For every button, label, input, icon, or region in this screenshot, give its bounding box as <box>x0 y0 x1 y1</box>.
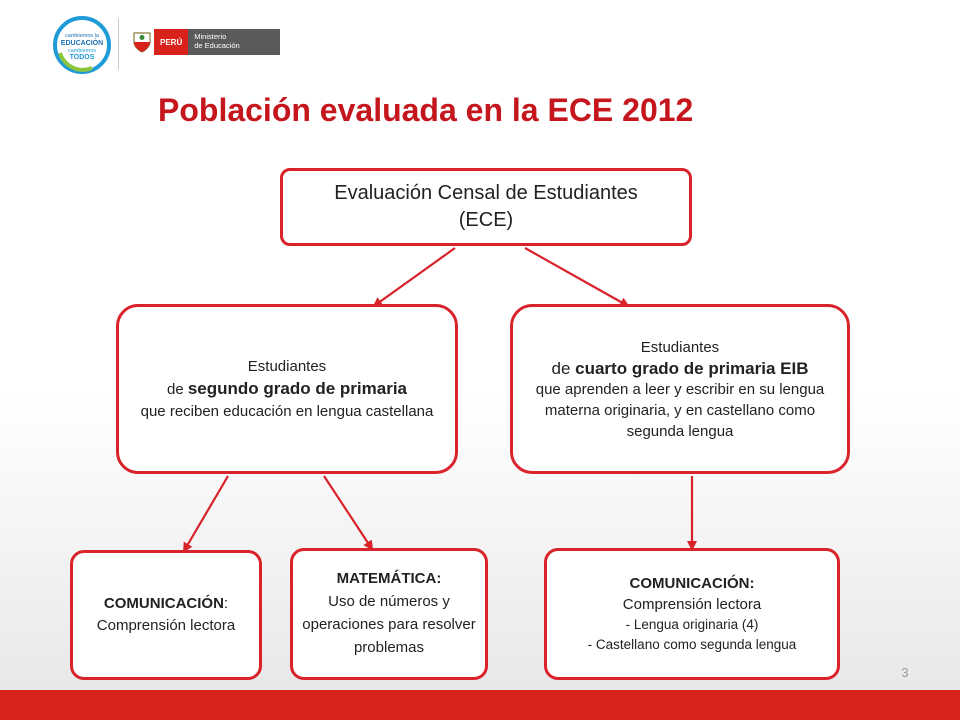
country-label: PERÚ <box>154 29 188 55</box>
fourth-grade-eib-box: Estudiantes de cuarto grado de primaria EIB que aprenden a leer y escribir en su lengua materna originaria, y en castellano como segunda lengua <box>510 304 850 474</box>
second-grade-box: Estudiantes de segundo grado de primaria que reciben educación en lengua castellana <box>116 304 458 474</box>
svg-text:cambiemos: cambiemos <box>67 48 97 54</box>
arrow-root-left <box>374 248 455 306</box>
communication-box-right: COMUNICACIÓN: Comprensión lectora - Lengua originaria (4) - Castellano como segunda lengua <box>544 548 840 680</box>
arrow-root-right <box>525 248 628 306</box>
communication-box-left: COMUNICACIÓN: Comprensión lectora <box>70 550 262 680</box>
ministry-label: Ministerio de Educación <box>188 29 280 55</box>
svg-text:cambiemos la: cambiemos la <box>65 33 99 39</box>
bottom-bar <box>0 690 960 720</box>
slide-title: Población evaluada en la ECE 2012 <box>158 92 694 128</box>
svg-text:TODOS: TODOS <box>69 54 95 61</box>
page-number: 3 <box>901 665 909 680</box>
svg-text:EDUCACIÓN: EDUCACIÓN <box>60 40 104 47</box>
math-box: MATEMÁTICA: Uso de números y operaciones para resolver problemas <box>290 548 488 680</box>
arrow-left-mat <box>324 476 372 549</box>
ece-root-box: Evaluación Censal de Estudiantes (ECE) <box>280 168 692 246</box>
arrow-left-com1 <box>184 476 228 551</box>
